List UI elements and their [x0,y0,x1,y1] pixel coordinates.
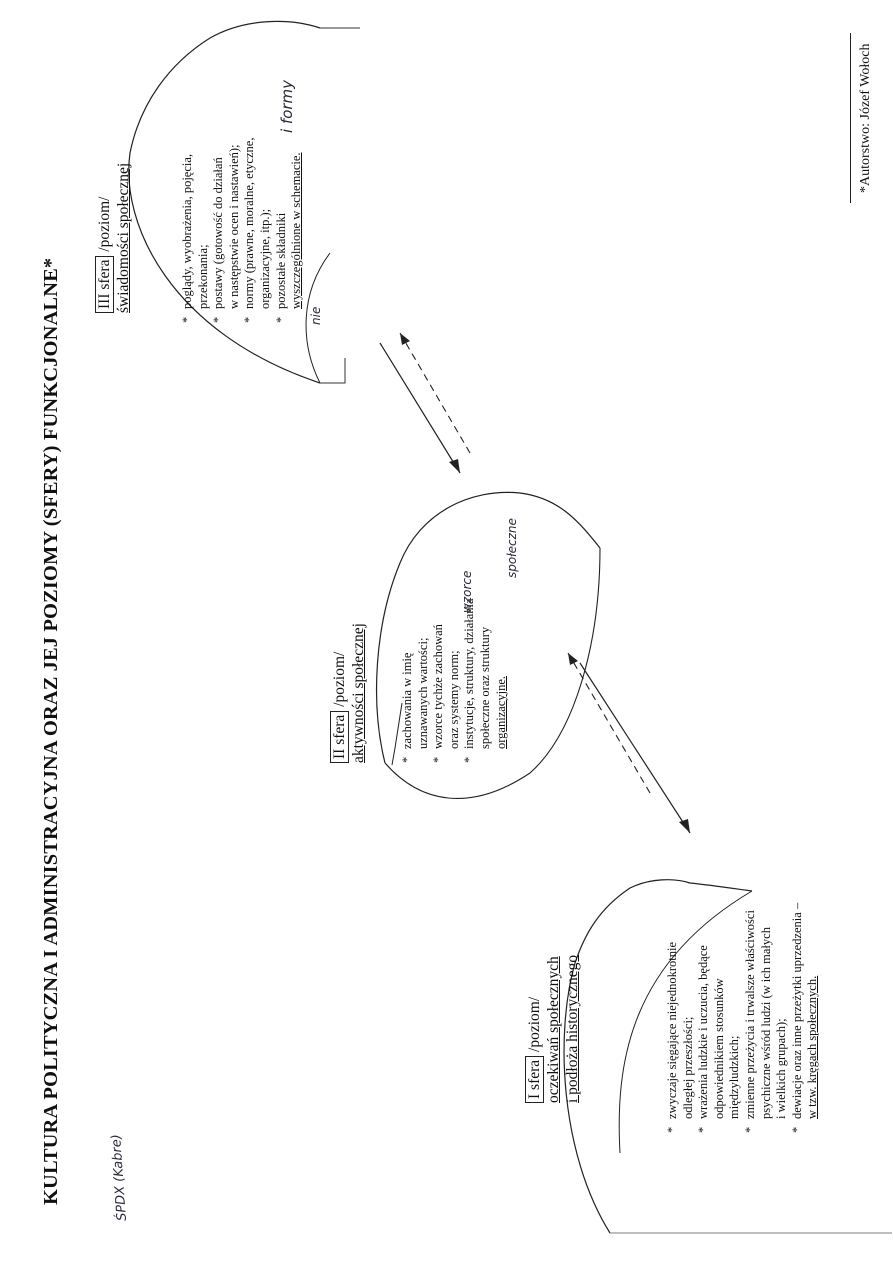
sphere-one-name-cont: i podłoża historycznego [564,954,581,1103]
handwritten-note: ŚPDX (Kabre) [108,1133,131,1222]
list-item: * dewiacje oraz inne przeżytki uprzedzenia – w tzw. kręgach społecznych. [790,903,821,1133]
sphere-three-heading [95,163,133,313]
sphere-one-name: oczekiwań społecznych [545,956,562,1103]
sphere-two-name: aktywności społecznej [350,623,367,763]
sphere-three-name: świadomości społecznej [115,162,132,313]
arrow-three-two-head [400,333,410,345]
arrow-two-one-head [568,653,578,665]
sphere-one-list [665,903,821,1133]
arrow-two-three-solid [380,343,460,473]
sphere-two-level: /poziom/ [331,651,348,711]
list-item: * instytucje, struktury, działania społeczne oraz struktury organizacyjne. [462,598,509,763]
arrow-one-two-solid [580,663,690,833]
sphere-two-list [400,598,509,763]
sphere-two-box: II sfera [330,711,349,763]
list-item: * poglądy, wyobrażenia, pojęcia, przekonania; [180,138,211,323]
arrow-two-one-dashed [568,653,650,793]
sphere-three-box: III sfera [95,256,114,313]
footnote-rule [850,33,851,203]
sphere-three-list [180,138,305,323]
sphere-three-corner [320,358,345,383]
sphere-three-level: /poziom/ [96,196,113,256]
list-item: * zwyczaje sięgające niejednokrotnie odległej przeszłości; [665,903,696,1133]
document-title: KULTURA POLITYCZNA I ADMINISTRACYJNA ORAZ JEJ POZIOMY (SFERY) FUNKCJONALNE* [40,257,62,1205]
list-item: * wzorce tychże zachowań oraz systemy norm; [431,598,462,763]
arrow-one-two-head [679,819,690,833]
list-item: * pozostałe składniki wyszczególnione w schemacie. [274,138,305,323]
sphere-two-annotation-b: społeczne [505,518,519,578]
sphere-two-annotation-a: wzorce [460,570,474,613]
sphere-one-box: I sfera [525,1056,544,1103]
footnote: *Autorstwo: Józef Wołoch [858,43,873,193]
sphere-one-heading [525,955,582,1103]
sphere-two-heading [330,623,368,763]
list-item: * postawy (gotowość do działań w następstwie ocen i nastawień); [211,138,242,323]
arrow-two-three-head [449,459,460,473]
list-item: * wrażenia ludzkie i uczucia, będące odpowiednikiem stosunków międzyludzkich; [696,903,743,1133]
sphere-three-annotation-a: i formy [278,79,296,133]
sphere-one-level: /poziom/ [526,996,543,1056]
sphere-three-annotation-b: nie [309,306,323,325]
list-item: * zachowania w imię uznawanych wartości; [400,598,431,763]
list-item: * zmienne przeżycia i trwalsze właściwości psychiczne wśród ludzi (w ich małych i wielkich grupach); [743,903,790,1133]
list-item: * normy (prawne, moralne, etyczne, organizacyjne, itp.); [242,138,273,323]
